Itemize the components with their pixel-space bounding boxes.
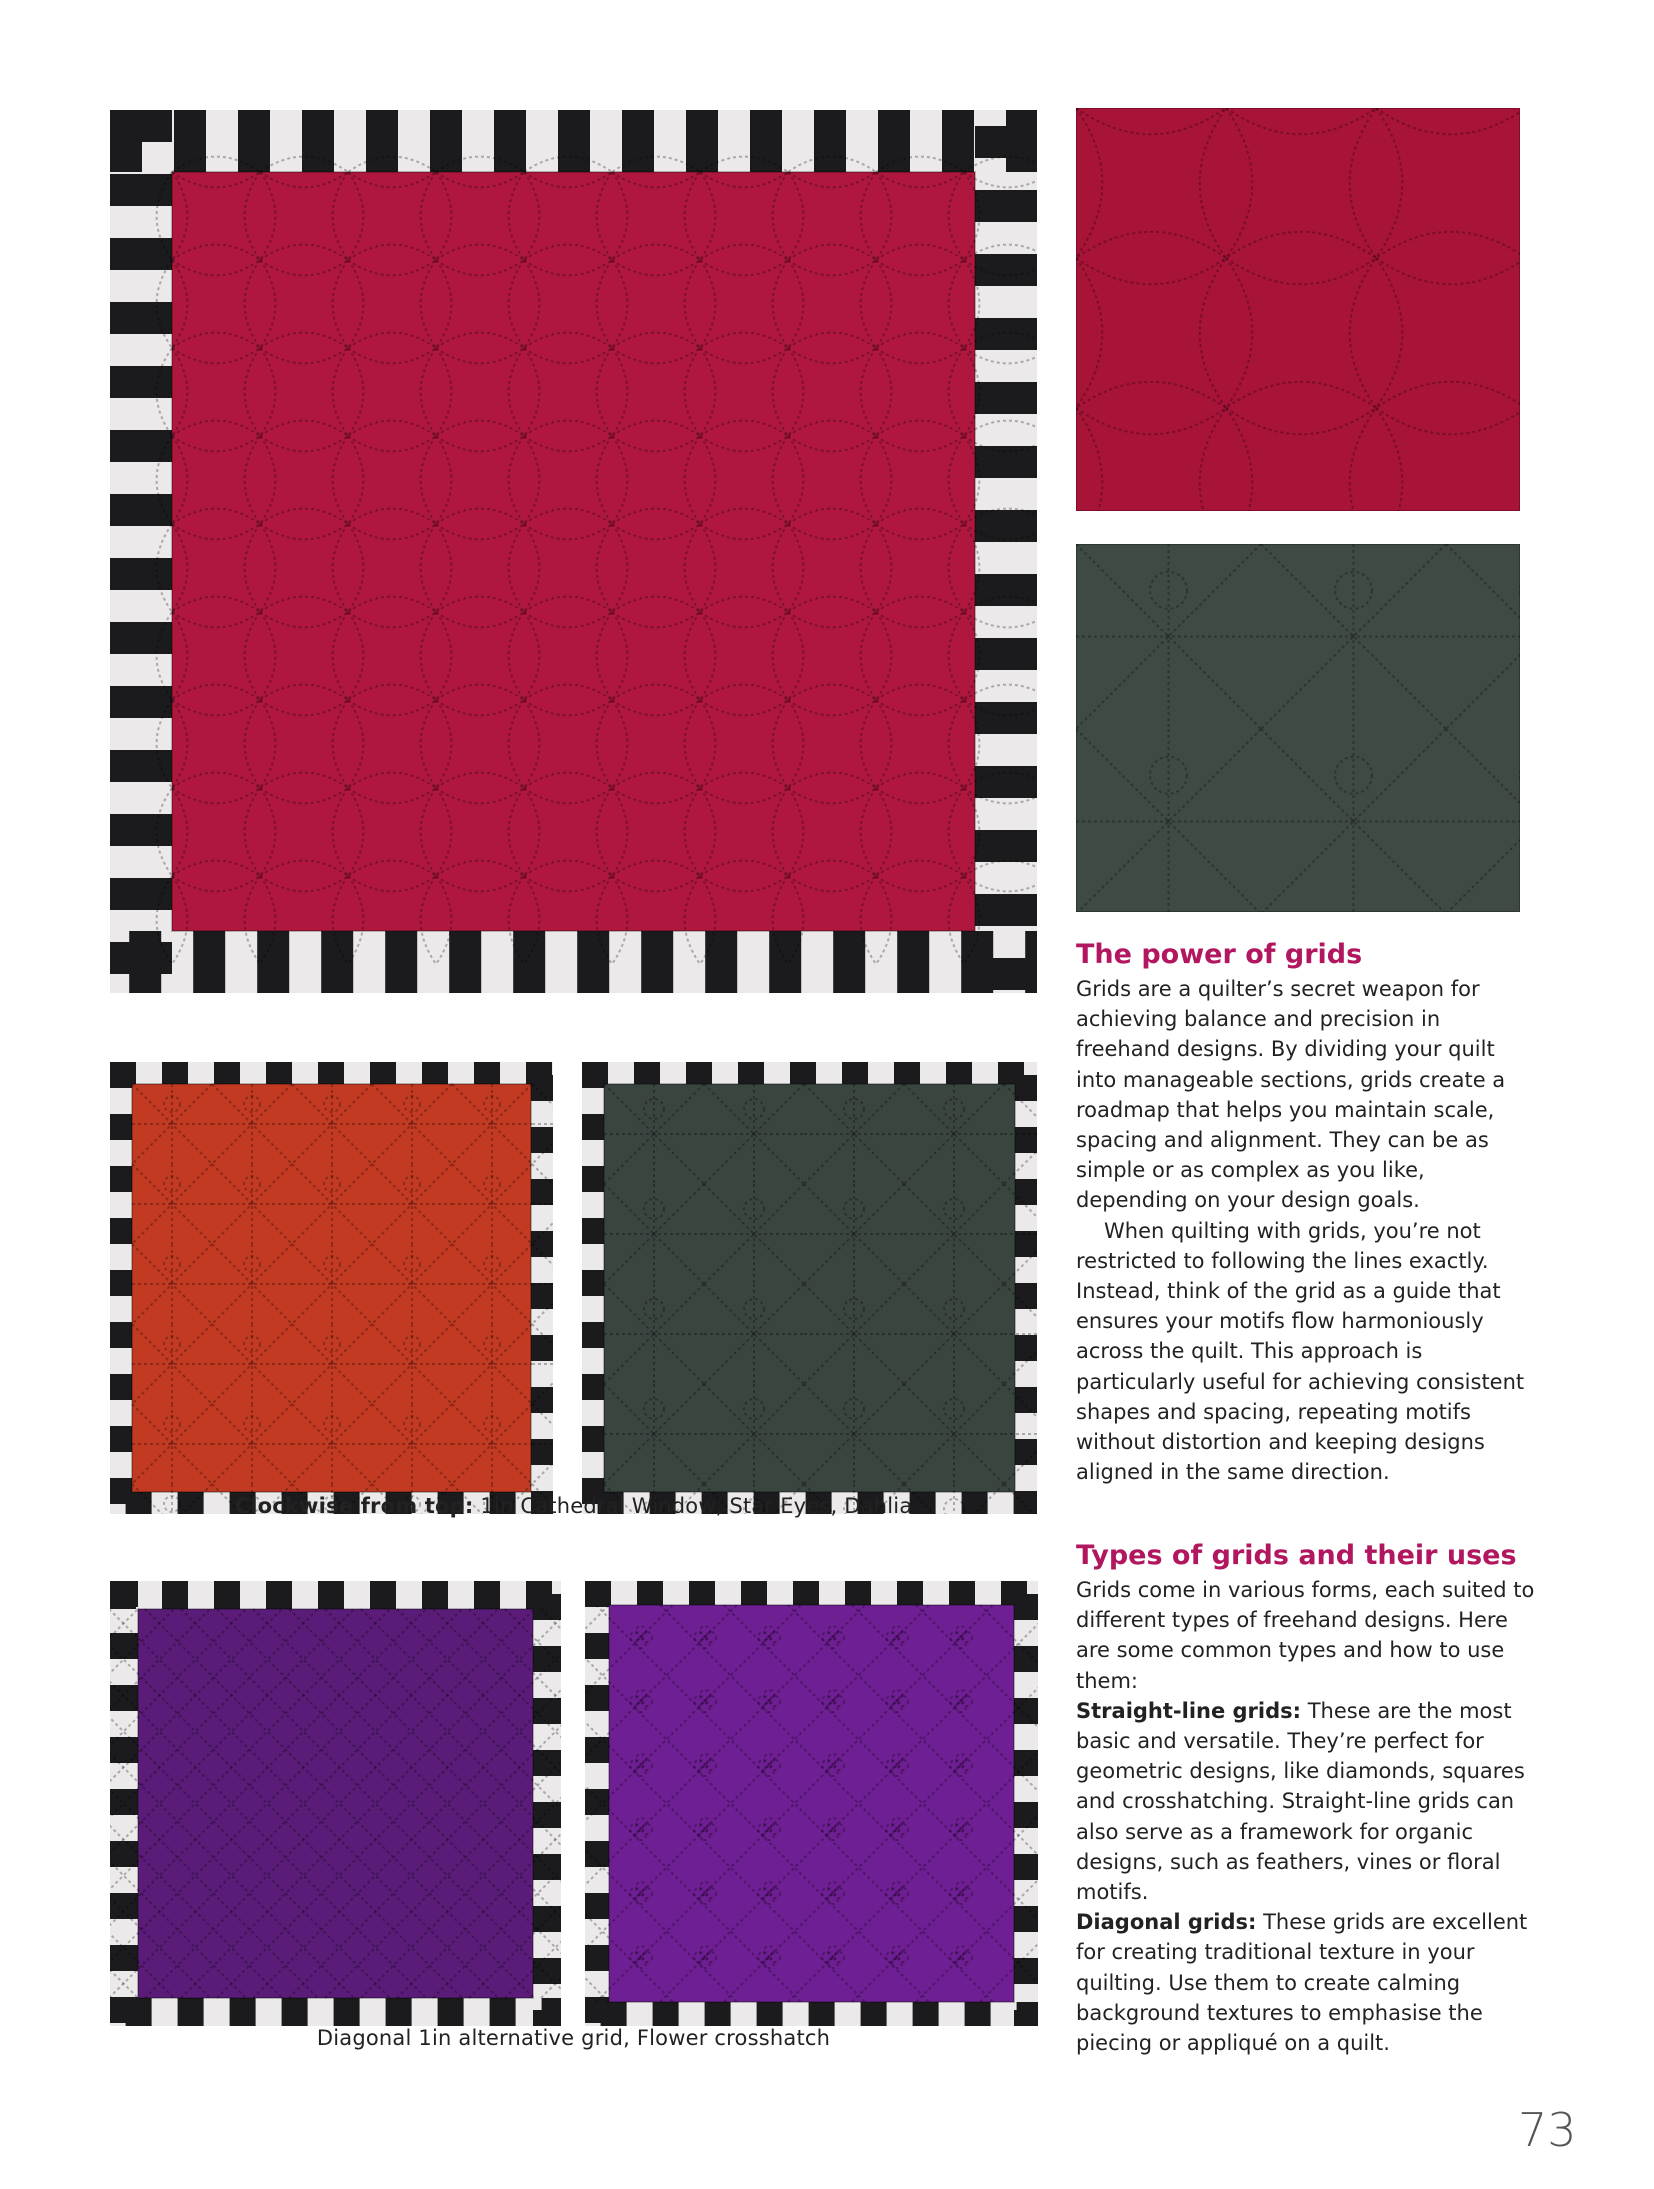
photo-star-eyes [582,1062,1037,1514]
photo-flower-crosshatch [585,1581,1038,2026]
section2-item1 [1076,1696,1536,1907]
caption-top-bold: Clockwise from top: [234,1494,474,1518]
section2-heading: Types of grids and their uses [1076,1540,1517,1571]
star-eyes-detail-image [1076,544,1520,912]
cathedral-window-image [110,110,1037,993]
section1-heading: The power of grids [1076,939,1363,970]
cathedral-window-detail-image [1076,108,1520,511]
caption-top-text: 1in Cathedral Window, Star Eyes, Dahlia [473,1494,913,1518]
photo-star-eyes-detail [1076,544,1520,912]
dahlia-image [110,1062,553,1514]
photo-diagonal-grid [110,1581,561,2026]
item1-term: Straight-line grids: [1076,1698,1302,1723]
page-number: 73 [1518,2103,1577,2157]
diagonal-grid-image [110,1581,561,2026]
section1-para1: Grids are a quilter’s secret weapon for achieving balance and precision in freehand designs. By dividing your quilt into manageable sections, grids create a roadmap that helps you maintain scale, spacing and alignment. They can be as simple or as complex as you like, depending on your design goals. [1076,977,1506,1213]
item1-text: These are the most basic and versatile. They’re perfect for geometric designs, like diamonds, squares and crosshatching. Straight-line grids can also serve as a framework for organic designs, such as feathers, vines or floral motifs. [1076,1698,1525,1905]
item2-term: Diagonal grids: [1076,1910,1257,1935]
section2-item2 [1076,1907,1536,2058]
caption-bottom: Diagonal 1in alternative grid, Flower crosshatch [316,2026,831,2050]
photo-cathedral-window [110,110,1037,993]
star-eyes-image [582,1062,1037,1514]
article-column [1076,938,1536,1487]
photo-dahlia [110,1062,553,1514]
photo-cathedral-window-detail [1076,108,1520,511]
section2-intro: Grids come in various forms, each suited to different types of freehand designs. Here are some common types and how to use them: [1076,1578,1535,1693]
item2-text: These grids are excellent for creating traditional texture in your quilting. Use them to create calming background textures to emphasise the piecing or appliqué on a quilt. [1076,1910,1528,2056]
article-column-2 [1076,1539,1536,2058]
flower-crosshatch-image [585,1581,1038,2026]
section1-para2: When quilting with grids, you’re not restricted to following the lines exactly. Instead, think of the grid as a guide that ensures your motifs flow harmoniously across the quilt. This approach is particularly useful for achieving consistent shapes and spacing, repeating motifs without distortion and keeping designs aligned in the same direction. [1076,1218,1525,1485]
caption-top [110,1494,1037,1518]
